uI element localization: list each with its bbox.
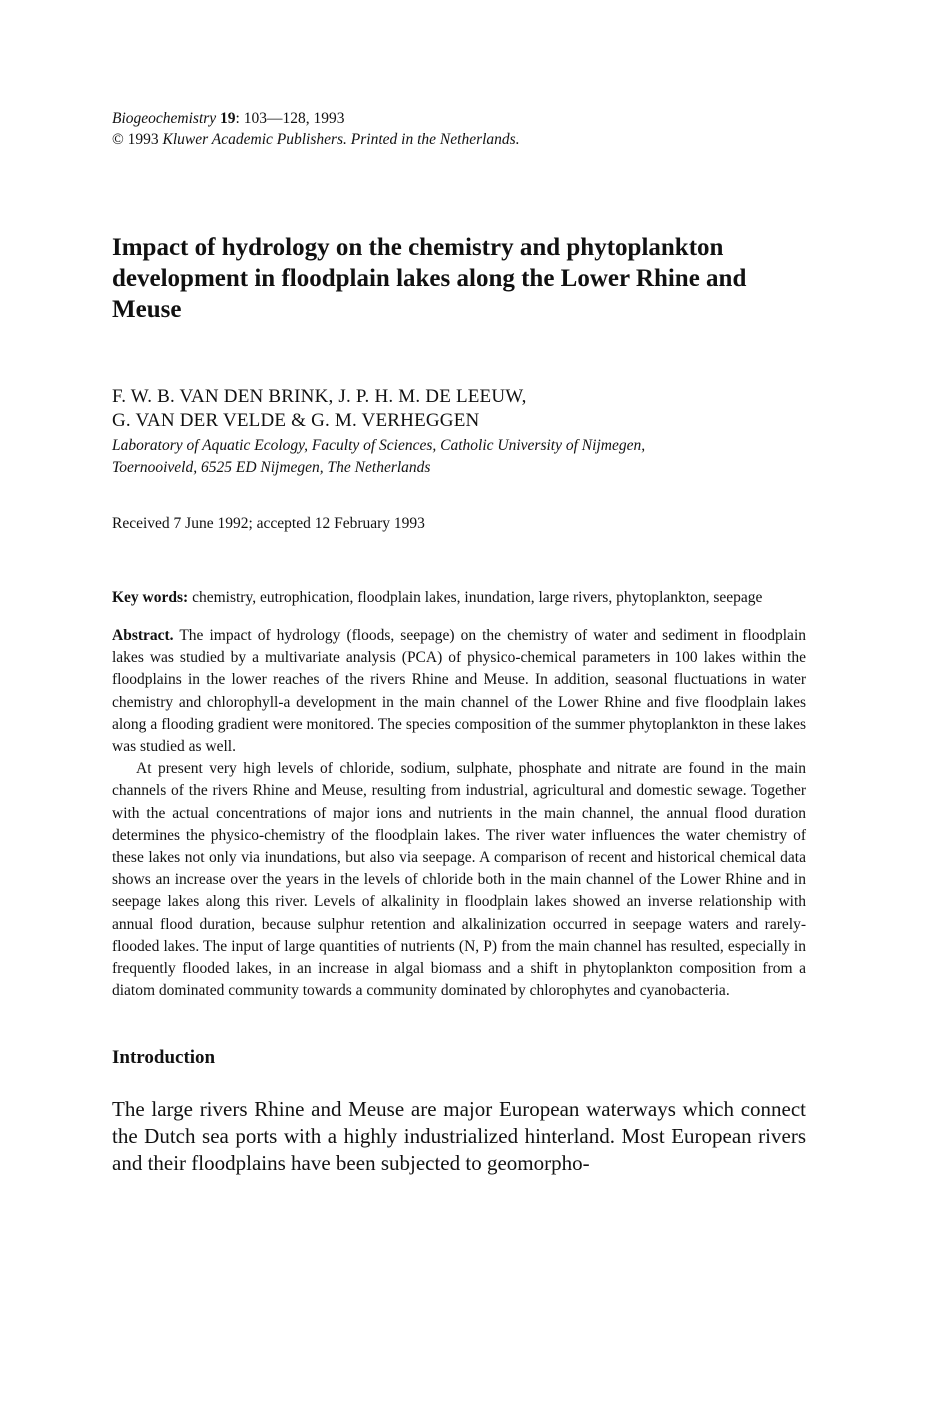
paper-title: Impact of hydrology on the chemistry and phytoplankton development in floodplain lakes along the Lower Rhine and Meuse xyxy=(112,234,747,323)
journal-citation xyxy=(112,108,806,129)
author-line-2: G. VAN DER VELDE & G. M. VERHEGGEN xyxy=(112,410,480,431)
journal-pages: : 103—128, 1993 xyxy=(235,110,345,127)
affiliation-line-1: Laboratory of Aquatic Ecology, Faculty of Sciences, Catholic University of Nijmegen, xyxy=(112,437,646,454)
keywords-text: chemistry, eutrophication, floodplain lakes, inundation, large rivers, phytoplankton, seepage xyxy=(188,589,763,606)
author-line-1: F. W. B. VAN DEN BRINK, J. P. H. M. DE LEEUW, xyxy=(112,386,527,407)
introduction-heading: Introduction xyxy=(112,1047,216,1069)
abstract-label: Abstract. xyxy=(112,627,174,644)
introduction-text: The large rivers Rhine and Meuse are major European waterways which connect the Dutch sea ports with a highly industrialized hinterland. Most European rivers and their floodplains have been subjected to geomorpho- xyxy=(112,1097,806,1176)
journal-volume: 19 xyxy=(220,110,236,127)
affiliation xyxy=(112,435,806,479)
copyright-line xyxy=(112,129,806,150)
abstract-paragraph-1 xyxy=(112,625,806,758)
keywords xyxy=(112,587,806,609)
abstract-paragraph-2: At present very high levels of chloride, sodium, sulphate, phosphate and nitrate are found in the main channels of the rivers Rhine and Meuse, resulting from industrial, agricultural and domestic sewage. Together with the actual concentrations of major ions and nutrients in the main channel, the annual flood duration determines the physico-chemistry of the floodplain lakes. The river water influences the water chemistry of these lakes not only via inundations, but also via seepage. A comparison of recent and historical chemical data shows an increase over the years in the levels of chloride both in the main channel of the Lower Rhine and in seepage lakes along this river. Levels of alkalinity in floodplain lakes showed an inverse relationship with annual flood duration, because sulphur retention and alkalinization occurred in seepage waters and rarely-flooded lakes. The input of large quantities of nutrients (N, P) from the main channel has resulted, especially in frequently flooded lakes, in an increase in algal biomass and a shift in phytoplankton composition from a diatom dominated community towards a community dominated by chlorophytes and cyanobacteria. xyxy=(112,760,806,1000)
abstract xyxy=(112,625,806,1002)
affiliation-line-2: Toernooiveld, 6525 ED Nijmegen, The Netherlands xyxy=(112,459,431,476)
received-dates: Received 7 June 1992; accepted 12 February 1993 xyxy=(112,515,425,532)
author-list xyxy=(112,385,806,433)
keywords-label: Key words: xyxy=(112,589,189,606)
copyright-year: © 1993 xyxy=(112,131,163,148)
abstract-text-1: The impact of hydrology (floods, seepage) on the chemistry of water and sediment in floodplain lakes was studied by a multivariate analysis (PCA) of physico-chemical parameters in 100 lakes within the floodplains in the lower reaches of the rivers Rhine and Meuse. In addition, seasonal fluctuations in water chemistry and chlorophyll-a development in the main channel of the Lower Rhine and five floodplain lakes along a flooding gradient were monitored. The species composition of the summer phytoplankton in these lakes was studied as well. xyxy=(112,627,806,756)
journal-name: Biogeochemistry xyxy=(112,110,217,127)
publisher: Kluwer Academic Publishers. Printed in the Netherlands. xyxy=(162,131,520,148)
paper-page xyxy=(112,108,806,1177)
